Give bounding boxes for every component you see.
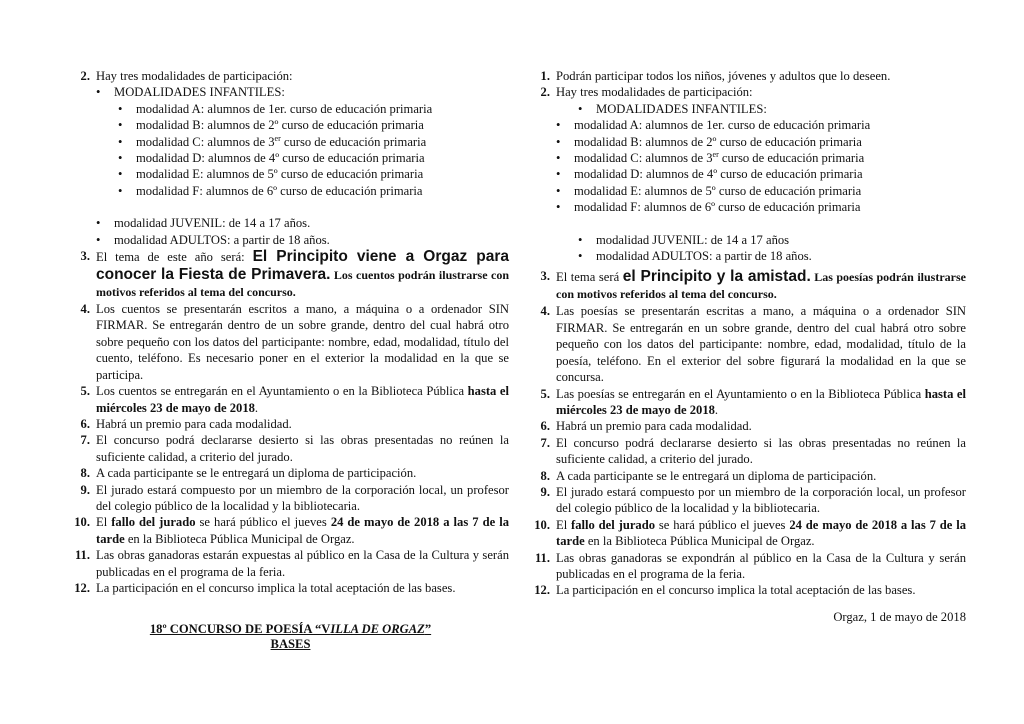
right-item-8: 8. A cada participante se le entregará un diploma de participación.	[540, 468, 877, 483]
left-mod-e: • modalidad E: alumnos de 5º curso de educación primaria	[118, 167, 424, 182]
bullet-icon: •	[96, 232, 101, 247]
bullet-icon: •	[96, 85, 101, 100]
left-item-9: 9. El jurado estará compuesto por un miembro de la corporación local, un profesor del colegio público de la localidad y la bibliotecaria.	[80, 482, 509, 513]
right-infantiles: • MODALIDADES INFANTILES:	[578, 101, 767, 116]
left-item-10: 10. El fallo del jurado se hará público el jueves 24 de mayo de 2018 a las 7 de la tarde en la Biblioteca Pública Municipal de Orgaz.	[74, 515, 509, 546]
right-item-1: 1. Podrán participar todos los niños, jóvenes y adultos que lo deseen.	[540, 69, 891, 83]
right-adultos: • modalidad ADULTOS: a partir de 18 años.	[578, 249, 812, 264]
bullet-icon: •	[556, 167, 561, 182]
bullet-icon: •	[118, 134, 123, 149]
left-item-11: 11. Las obras ganadoras estarán expuestas al público en la Casa de la Cultura y serán publicadas en el programa de la feria.	[74, 548, 509, 579]
right-item-6: 6. Habrá un premio para cada modalidad.	[540, 419, 752, 434]
bullet-icon: •	[96, 216, 101, 231]
left-adultos: • modalidad ADULTOS: a partir de 18 años.	[96, 232, 330, 247]
bullet-icon: •	[556, 200, 561, 215]
right-item-4: 4. Las poesías se presentarán escritas a mano, a máquina o a ordenador SIN FIRMAR. Se entregarán en un sobre grande, dentro del cual habrá otro sobre pequeño con los datos del participante: nombre, edad, modalidad, título de la poesía, teléfono. En el exterior del sobre figurará la modalidad en la que se concursa.	[540, 304, 966, 385]
left-item-8: 8. A cada participante se le entregará un diploma de participación.	[80, 466, 417, 481]
right-mod-d: • modalidad D: alumnos de 4º curso de educación primaria	[556, 167, 863, 182]
right-juvenil: • modalidad JUVENIL: de 14 a 17 años	[578, 232, 790, 247]
left-mod-f: • modalidad F: alumnos de 6º curso de educación primaria	[118, 183, 423, 198]
left-mod-a: • modalidad A: alumnos de 1er. curso de educación primaria	[118, 101, 433, 116]
bullet-icon: •	[556, 151, 561, 166]
contest-title-line-1: 18º CONCURSO DE POESÍA “VILLA DE ORGAZ”	[149, 622, 432, 636]
right-mod-a: • modalidad A: alumnos de 1er. curso de educación primaria	[556, 118, 871, 133]
left-mod-c: • modalidad C: alumnos de 3er curso de educación primaria	[118, 133, 427, 149]
bullet-icon: •	[556, 118, 561, 133]
left-item-3: 3. El tema de este año será: El Principito viene a Orgaz para conocer la Fiesta de Primavera. Los cuentos podrán ilustrarse con motivos referidos al tema del concurso.	[80, 248, 510, 300]
right-item-3: 3. El tema será el Principito y la amistad. Las poesías podrán ilustrarse con motivos referidos al tema del concurso.	[540, 268, 966, 302]
left-item-6: 6. Habrá un premio para cada modalidad.	[80, 416, 292, 431]
right-mod-b: • modalidad B: alumnos de 2º curso de educación primaria	[556, 134, 862, 149]
bullet-icon: •	[578, 249, 583, 264]
item-number: 2.	[80, 69, 90, 83]
left-item-4: 4. Los cuentos se presentarán escritos a mano, a máquina o a ordenador SIN FIRMAR. Se entregarán dentro de un sobre grande, dentro del cual habrá otro sobre pequeño con los datos del participante: nombre, edad, modalidad, título del cuento, teléfono. Es necesario poner en el exterior la modalidad en la que se participa.	[80, 302, 509, 382]
left-juvenil: • modalidad JUVENIL: de 14 a 17 años.	[96, 216, 311, 231]
right-item-9: 9. El jurado estará compuesto por un miembro de la corporación local, un profesor del colegio público de la localidad y la bibliotecaria.	[540, 484, 966, 516]
bullet-icon: •	[118, 167, 123, 182]
left-item-5: 5. Los cuentos se entregarán en el Ayuntamiento o en la Biblioteca Pública hasta el miércoles 23 de mayo de 2018.	[80, 384, 509, 415]
bullet-icon: •	[578, 101, 583, 116]
left-item-7: 7. El concurso podrá declararse desierto si las obras presentadas no reúnen la suficiente calidad, a criterio del jurado.	[80, 433, 509, 464]
right-mod-f: • modalidad F: alumnos de 6º curso de educación primaria	[556, 200, 861, 215]
bullet-icon: •	[556, 134, 561, 149]
left-mod-d: • modalidad D: alumnos de 4º curso de educación primaria	[118, 151, 425, 166]
right-item-11: 11. Las obras ganadoras se expondrán al público en la Casa de la Cultura y serán publicadas en el programa de la feria.	[534, 550, 966, 581]
left-mod-b: • modalidad B: alumnos de 2º curso de educación primaria	[118, 118, 424, 133]
left-column	[72, 68, 509, 596]
right-mod-c: • modalidad C: alumnos de 3er curso de educación primaria	[556, 149, 865, 166]
right-item-2: 2. Hay tres modalidades de participación:	[540, 85, 753, 100]
left-infantiles: • MODALIDADES INFANTILES:	[96, 85, 285, 100]
right-item-5: 5. Las poesías se entregarán en el Ayuntamiento o en la Biblioteca Pública hasta el miércoles 23 de mayo de 2018.	[540, 386, 966, 417]
left-item-12: 12. La participación en el concurso implica la total aceptación de las bases.	[74, 580, 456, 595]
item-text: Hay tres modalidades de participación:	[96, 69, 293, 83]
right-item-7: 7. El concurso podrá declararse desierto si las obras presentadas no reúnen la suficiente calidad, a criterio del jurado.	[540, 435, 966, 467]
bullet-icon: •	[118, 183, 123, 198]
right-item-12: 12. La participación en el concurso implica la total aceptación de las bases.	[534, 583, 916, 598]
bullet-icon: •	[118, 118, 123, 133]
bullet-icon: •	[578, 232, 583, 247]
right-mod-e: • modalidad E: alumnos de 5º curso de educación primaria	[556, 183, 862, 198]
left-item-2	[72, 68, 509, 84]
contest-title-line-2: BASES	[270, 637, 311, 651]
contest-title	[72, 622, 509, 652]
right-column	[532, 68, 966, 625]
bullet-icon: •	[118, 101, 123, 116]
document-date: Orgaz, 1 de mayo de 2018	[833, 609, 966, 624]
right-item-10: 10. El fallo del jurado se hará público el jueves 24 de mayo de 2018 a las 7 de la tarde en la Biblioteca Pública Municipal de Orgaz.	[534, 517, 966, 549]
bullet-icon: •	[556, 183, 561, 198]
bullet-icon: •	[118, 151, 123, 166]
